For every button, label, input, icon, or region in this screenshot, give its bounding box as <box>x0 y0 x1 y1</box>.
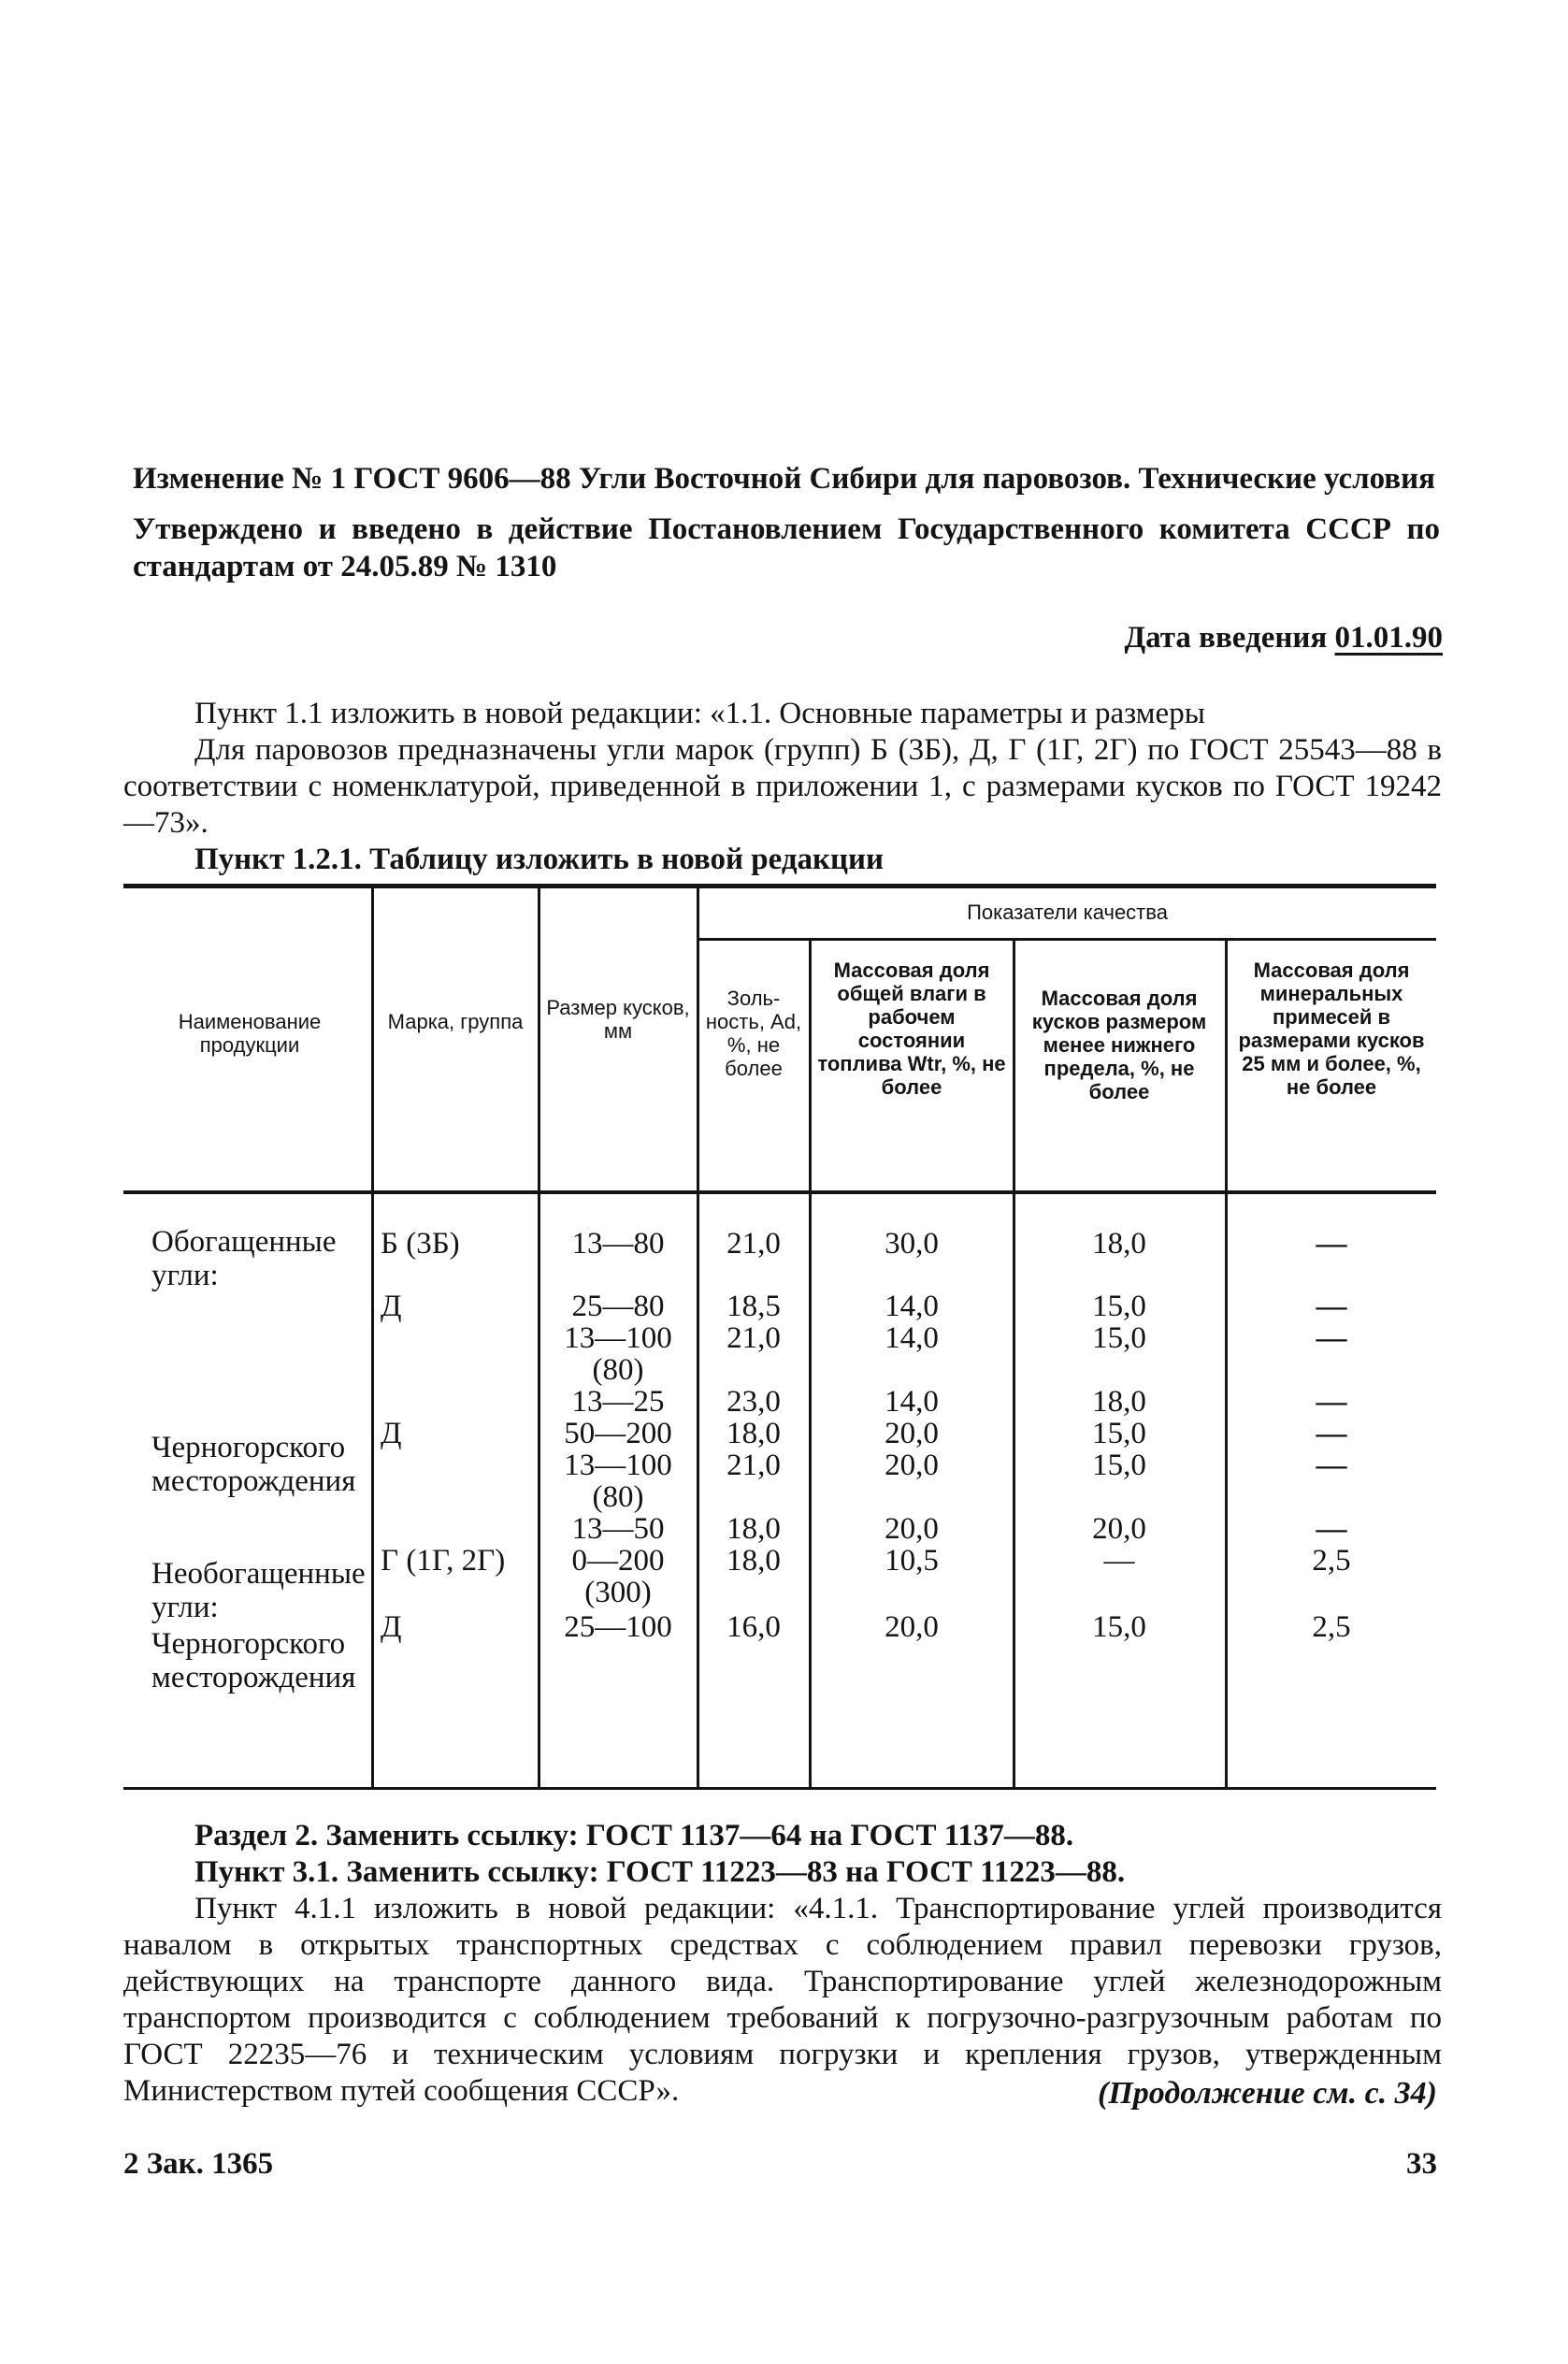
undersize-cell: 15,0 <box>1092 1321 1146 1355</box>
moisture-cell: 14,0 <box>885 1321 939 1355</box>
moisture-cell: 30,0 <box>885 1227 939 1261</box>
size-cell: 13—25 <box>571 1385 665 1419</box>
size-cell: 13—100 <box>564 1449 672 1482</box>
ash-cell: 21,0 <box>726 1227 781 1261</box>
ash-cell: 21,0 <box>726 1449 781 1482</box>
grade-cell: Д <box>381 1417 402 1450</box>
paragraph-item-section-2: Раздел 2. Заменить ссылку: ГОСТ 1137—64 на ГОСТ 1137—88. <box>194 1819 1074 1852</box>
column-header-moisture: Массовая доля общей влаги в рабочем состоянии топлива Wtr, %, не более <box>817 959 1006 1099</box>
paragraph-item-1-2-1: Пункт 1.2.1. Таблицу изложить в новой редакции <box>194 843 885 876</box>
mineral-cell: — <box>1316 1227 1347 1261</box>
undersize-cell: 18,0 <box>1092 1385 1146 1419</box>
mineral-cell: — <box>1316 1417 1347 1450</box>
size-cell: (80) <box>592 1480 644 1514</box>
moisture-cell: 20,0 <box>885 1512 939 1546</box>
size-cell: 13—80 <box>571 1227 665 1261</box>
undersize-cell: 18,0 <box>1092 1227 1146 1261</box>
column-header-undersize: Массовая доля кусков размером менее нижнего предела, %, не более <box>1031 987 1207 1103</box>
grade-cell: Д <box>381 1610 402 1644</box>
col-divider <box>1225 941 1228 1787</box>
moisture-cell: 14,0 <box>885 1385 939 1419</box>
mineral-cell: — <box>1316 1290 1347 1323</box>
paragraph-item-3-1: Пункт 3.1. Заменить ссылку: ГОСТ 11223—83 на ГОСТ 11223—88. <box>194 1855 1126 1889</box>
ash-cell: 18,0 <box>726 1544 781 1578</box>
col-divider <box>538 888 540 1787</box>
size-cell: 13—50 <box>571 1512 665 1546</box>
ash-cell: 23,0 <box>726 1385 781 1419</box>
change-title: Изменение № 1 ГОСТ 9606—88 Угли Восточной Сибири для паровозов. Технические условия <box>133 462 1435 496</box>
mineral-cell: — <box>1316 1449 1347 1482</box>
moisture-cell: 20,0 <box>885 1417 939 1450</box>
mineral-cell: 2,5 <box>1312 1544 1351 1578</box>
ash-cell: 16,0 <box>726 1610 781 1644</box>
mineral-cell: — <box>1316 1512 1347 1546</box>
moisture-cell: 10,5 <box>885 1544 939 1578</box>
paragraph-item-1-1: Пункт 1.1 изложить в новой редакции: «1.1. Основные параметры и размеры <box>194 697 1205 730</box>
column-header-size: Размер кусков, мм <box>546 996 690 1043</box>
column-header-name: Наименование продукции <box>178 1010 322 1057</box>
size-cell: 25—80 <box>571 1290 665 1323</box>
product-name: Черногорского месторождения <box>151 1627 356 1694</box>
grade-cell: Д <box>381 1290 402 1323</box>
date-label: Дата введения <box>1124 621 1328 655</box>
mineral-cell: — <box>1316 1321 1347 1355</box>
column-header-mineral: Массовая доля минеральных примесей в размерами кусков 25 мм и более, %, не более <box>1238 959 1425 1099</box>
col-divider <box>809 941 812 1787</box>
ash-cell: 18,5 <box>726 1290 781 1323</box>
change-header <box>133 460 1440 585</box>
ash-cell: 21,0 <box>726 1321 781 1355</box>
grade-cell: Б (3Б) <box>381 1227 460 1261</box>
amendment-paragraphs <box>123 1818 1442 2110</box>
size-cell: (80) <box>592 1353 644 1387</box>
col-divider <box>1013 941 1015 1787</box>
product-name: Обогащенные угли: <box>151 1225 337 1292</box>
effective-date <box>1124 621 1443 656</box>
page-number: 33 <box>1406 2147 1437 2181</box>
paragraph-item-4-1-1: Пункт 4.1.1 изложить в новой редакции: «4.1.1. Транспортирование углей производится навалом в открытых транспортных средствах с соблюдением правил перевозки грузов, действующих на транспорте данного вида. Транспортирование углей железнодорожным транспортом производится с соблюдением требований к погрузочно-разгрузочным работам по ГОСТ 22235—76 и техническим условиям погрузки и крепления грузов, утвержденным Министерством путей сообщения СССР». <box>123 1892 1442 2108</box>
moisture-cell: 14,0 <box>885 1290 939 1323</box>
moisture-cell: 20,0 <box>885 1449 939 1482</box>
undersize-cell: 15,0 <box>1092 1417 1146 1450</box>
size-cell: 50—200 <box>564 1417 672 1450</box>
ash-cell: 18,0 <box>726 1512 781 1546</box>
undersize-cell: 15,0 <box>1092 1610 1146 1644</box>
column-header-ash: Золь-ность, Ad, %, не более <box>705 987 802 1080</box>
product-name: Необогащенные угли: <box>151 1557 366 1624</box>
grade-cell: Г (1Г, 2Г) <box>381 1544 506 1578</box>
undersize-cell: 15,0 <box>1092 1449 1146 1482</box>
order-number: 2 Зак. 1365 <box>123 2147 274 2181</box>
size-cell: 0—200 <box>571 1544 665 1578</box>
paragraph-item-1-1-text: Для паровозов предназначены угли марок (групп) Б (3Б), Д, Г (1Г, 2Г) по ГОСТ 25543—88 в соответствии с номенклатурой, приведенной в приложении 1, с размерами кусков по ГОСТ 19242—73». <box>123 733 1442 840</box>
moisture-cell: 20,0 <box>885 1610 939 1644</box>
group-header: Показатели качества <box>967 901 1168 924</box>
ash-cell: 18,0 <box>726 1417 781 1450</box>
mineral-cell: 2,5 <box>1312 1610 1351 1644</box>
table-top-rule <box>123 884 1436 888</box>
header-bottom-rule <box>123 1190 1436 1194</box>
undersize-cell: 15,0 <box>1092 1290 1146 1323</box>
size-cell: 25—100 <box>564 1610 672 1644</box>
col-divider <box>371 888 374 1787</box>
approval-note: Утверждено и введено в действие Постановлением Государственного комитета СССР по стандартам от 24.05.89 № 1310 <box>133 512 1440 584</box>
continuation-note: (Продолжение см. с. 34) <box>1098 2076 1437 2111</box>
intro-paragraphs <box>123 696 1442 878</box>
size-cell: (300) <box>584 1576 652 1609</box>
size-cell: 13—100 <box>564 1321 672 1355</box>
undersize-cell: — <box>1103 1544 1135 1578</box>
mineral-cell: — <box>1316 1385 1347 1419</box>
table-bottom-rule <box>123 1787 1436 1790</box>
quality-table <box>123 884 1436 1791</box>
col-divider <box>697 888 699 1787</box>
date-value: 01.01.90 <box>1334 621 1443 655</box>
product-name: Черногорского месторождения <box>151 1431 356 1498</box>
column-header-grade: Марка, группа <box>387 1010 524 1033</box>
undersize-cell: 20,0 <box>1092 1512 1146 1546</box>
